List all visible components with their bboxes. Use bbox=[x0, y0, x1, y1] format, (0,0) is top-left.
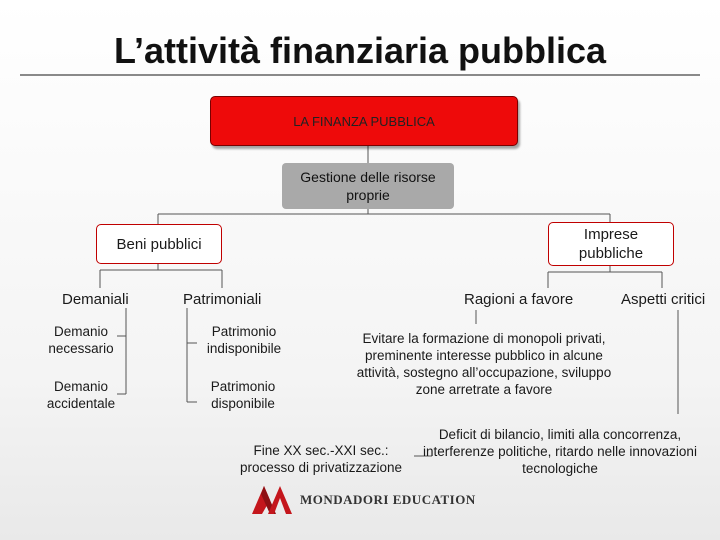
gestione-node bbox=[282, 163, 454, 209]
patrimoniali-label: Patrimoniali bbox=[183, 291, 262, 308]
patrimonio-disponibile: Patrimonio disponibile bbox=[210, 379, 276, 411]
beni-pubblici-node bbox=[96, 224, 222, 264]
ragioni-a-favore-text: Evitare la formazione di monopoli privati, preminente interesse pubblico in alcune attività, sostegno all’occupazione, sviluppo zone arretrate a favore bbox=[356, 331, 612, 397]
root-node bbox=[210, 96, 518, 146]
privatizzazione-note: Fine XX sec.-XXI sec.: processo di privatizzazione bbox=[239, 443, 403, 475]
aspetti-critici-label: Aspetti critici bbox=[621, 291, 706, 308]
page-title: L’attività finanziaria pubblica bbox=[113, 30, 607, 71]
imprese-pubbliche-label: Imprese pubbliche bbox=[578, 226, 644, 262]
demanio-accidentale: Demanio accidentale bbox=[46, 379, 116, 411]
gestione-label: Gestione delle risorse proprie bbox=[300, 169, 436, 203]
mondadori-logo-icon bbox=[250, 480, 300, 516]
aspetti-critici-text: Deficit di bilancio, limiti alla concorrenza, interferenze politiche, ritardo nelle innovazioni tecnologiche bbox=[423, 427, 697, 476]
publisher-logo-text: MONDADORI EDUCATION bbox=[300, 492, 476, 507]
imprese-pubbliche-node bbox=[548, 222, 674, 266]
demaniali-label: Demaniali bbox=[62, 291, 129, 308]
patrimonio-indisponibile: Patrimonio indisponibile bbox=[206, 324, 282, 356]
demanio-necessario: Demanio necessario bbox=[48, 324, 114, 356]
root-label: LA FINANZA PUBBLICA bbox=[293, 113, 435, 129]
beni-pubblici-label: Beni pubblici bbox=[116, 235, 202, 253]
ragioni-a-favore-label: Ragioni a favore bbox=[464, 291, 574, 308]
